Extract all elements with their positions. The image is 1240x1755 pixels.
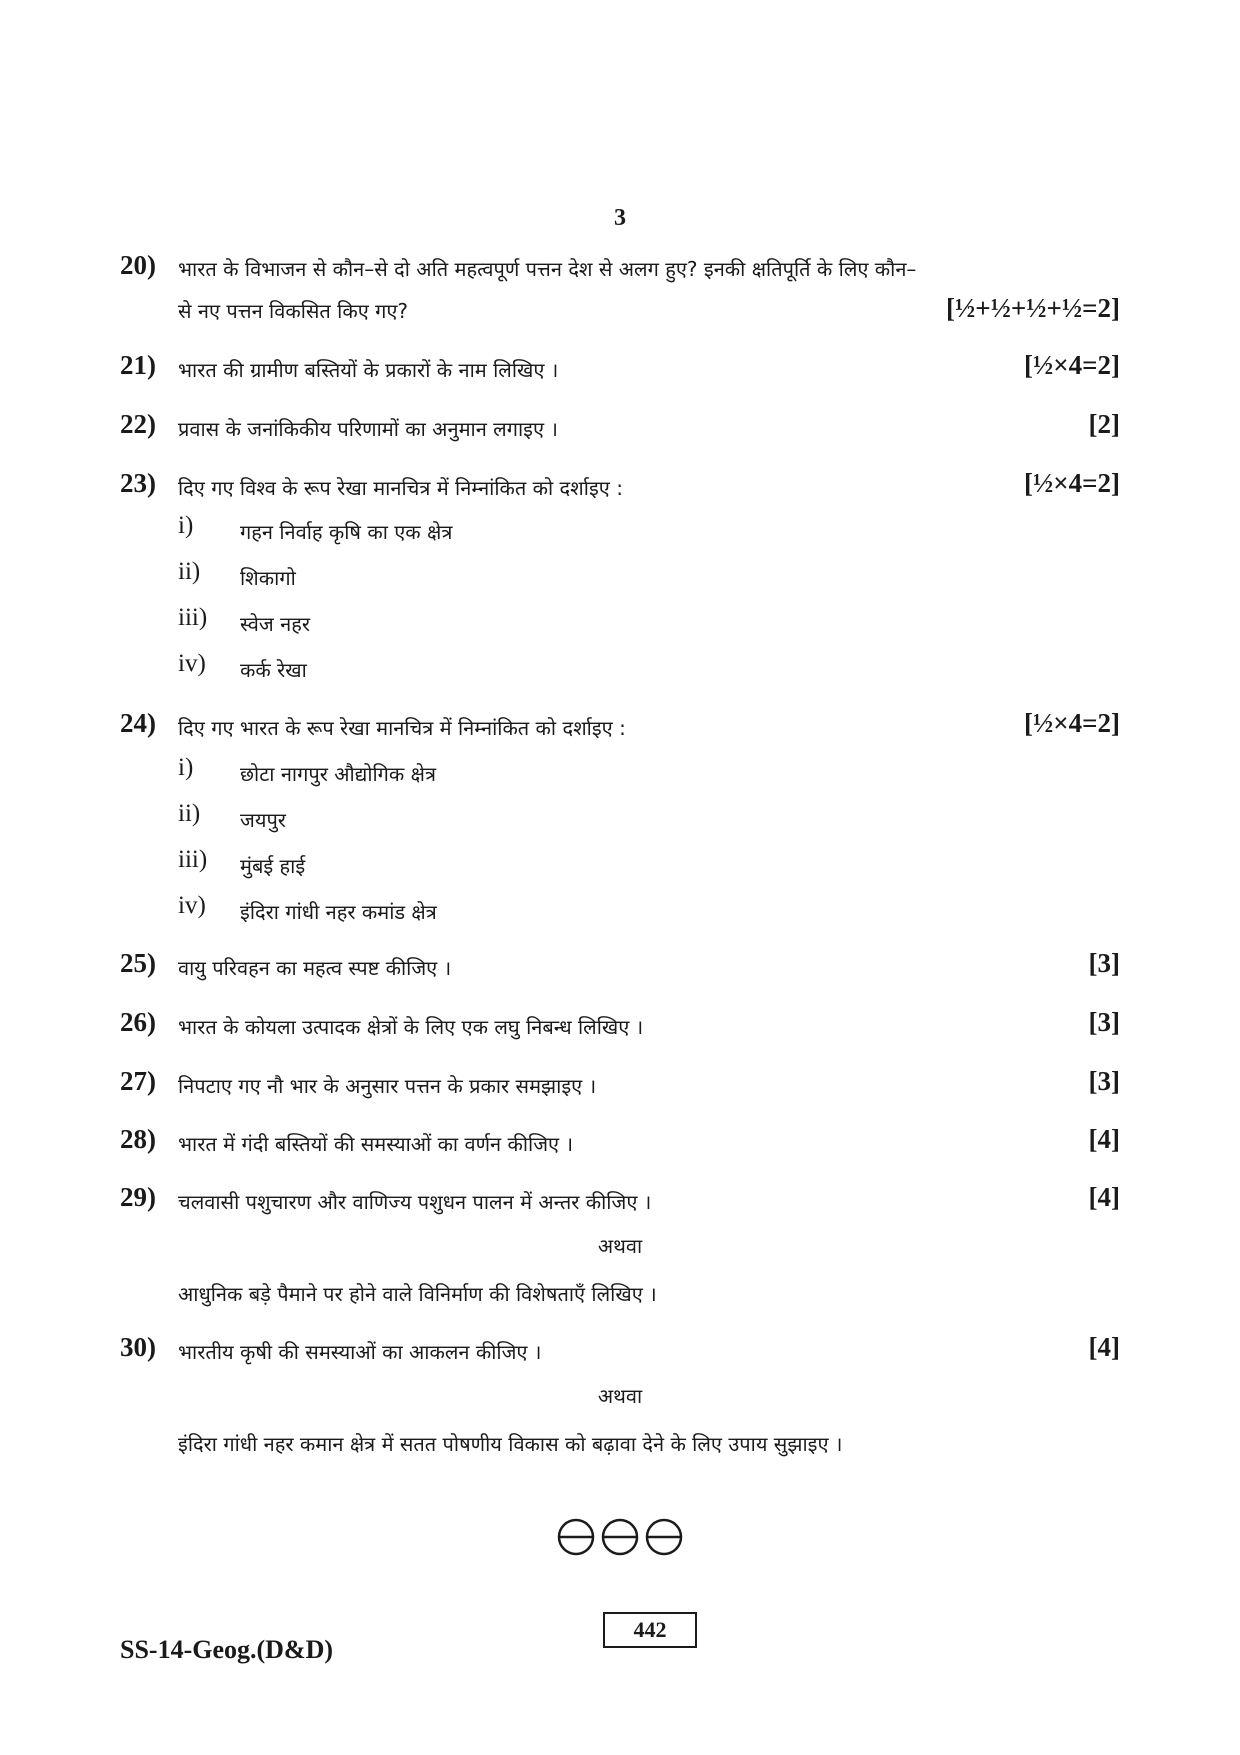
question-marks: [½×4=2] (1023, 708, 1120, 738)
question-number: 20) (120, 250, 156, 280)
question-text: निपटाए गए नौ भार के अनुसार पत्तन के प्रकार समझाइए । (178, 1074, 597, 1098)
sub-item-number: iv) (178, 650, 206, 677)
sub-item-number: i) (178, 754, 194, 781)
question-number: 27) (120, 1066, 156, 1096)
question-number: 26) (120, 1007, 156, 1037)
sub-item-text: छोटा नागपुर औद्योगिक क्षेत्र (240, 762, 437, 786)
alternative-question-text: इंदिरा गांधी नहर कमान क्षेत्र में सतत पोषणीय विकास को बढ़ावा देने के लिए उपाय सुझाइए । (178, 1432, 843, 1456)
question-text: प्रवास के जनांकिकीय परिणामों का अनुमान लगाइए । (178, 417, 558, 441)
question-number: 23) (120, 468, 156, 498)
question-marks: [4] (1088, 1124, 1120, 1154)
sub-item-number: iii) (178, 604, 208, 631)
question-marks: [3] (1088, 948, 1120, 978)
sub-item-text: इंदिरा गांधी नहर कमांड क्षेत्र (240, 900, 437, 924)
question-marks: [2] (1088, 409, 1120, 439)
question-marks: [½+½+½+½=2] (945, 293, 1120, 323)
question-number: 30) (120, 1332, 156, 1362)
question-marks: [3] (1088, 1007, 1120, 1037)
sub-item-number: ii) (178, 558, 201, 585)
question-text: भारत के विभाजन से कौन–से दो अति महत्वपूर्ण पत्तन देश से अलग हुए? इनकी क्षतिपूर्ति के लिए कौन– (178, 257, 917, 281)
question-text: वायु परिवहन का महत्व स्पष्ट कीजिए । (178, 956, 452, 980)
question-number: 21) (120, 350, 156, 380)
page-number: 3 (614, 205, 626, 231)
sub-item-number: iii) (178, 846, 208, 873)
sub-item-number: i) (178, 512, 194, 539)
or-label: अथवा (597, 1384, 643, 1408)
question-number: 29) (120, 1182, 156, 1212)
question-text: दिए गए विश्व के रूप रेखा मानचित्र में निम्नांकित को दर्शाइए : (178, 476, 623, 500)
question-text: भारत के कोयला उत्पादक क्षेत्रों के लिए एक लघु निबन्ध लिखिए । (178, 1015, 644, 1039)
paper-page-box: 442 (603, 1612, 697, 1648)
sub-item-text: गहन निर्वाह कृषि का एक क्षेत्र (240, 520, 453, 544)
question-number: 28) (120, 1124, 156, 1154)
sub-item-text: कर्क रेखा (240, 658, 307, 682)
question-marks: [½×4=2] (1023, 350, 1120, 380)
question-marks: [4] (1088, 1182, 1120, 1212)
question-marks: [4] (1088, 1332, 1120, 1362)
question-number: 25) (120, 948, 156, 978)
question-text: दिए गए भारत के रूप रेखा मानचित्र में निम्नांकित को दर्शाइए : (178, 716, 626, 740)
question-number: 22) (120, 409, 156, 439)
question-text: भारत में गंदी बस्तियों की समस्याओं का वर्णन कीजिए । (178, 1132, 574, 1156)
question-text: भारतीय कृषी की समस्याओं का आकलन कीजिए । (178, 1340, 542, 1364)
alternative-question-text: आधुनिक बड़े पैमाने पर होने वाले विनिर्माण की विशेषताएँ लिखिए । (178, 1282, 657, 1306)
sub-item-text: स्वेज नहर (240, 612, 310, 636)
sub-item-number: ii) (178, 800, 201, 827)
sub-item-text: जयपुर (240, 808, 286, 832)
or-label: अथवा (597, 1234, 643, 1258)
question-marks: [½×4=2] (1023, 468, 1120, 498)
sub-item-text: मुंबई हाई (240, 854, 306, 878)
paper-code: SS-14-Geog.(D&D) (120, 1635, 334, 1664)
sub-item-number: iv) (178, 892, 206, 919)
question-text: चलवासी पशुचारण और वाणिज्य पशुधन पालन में अन्तर कीजिए । (178, 1190, 652, 1214)
sub-item-text: शिकागो (240, 566, 296, 590)
question-marks: [3] (1088, 1066, 1120, 1096)
end-of-paper-icon (555, 1515, 685, 1559)
question-number: 24) (120, 708, 156, 738)
question-text-continued: से नए पत्तन विकसित किए गए? (178, 299, 409, 323)
question-text: भारत की ग्रामीण बस्तियों के प्रकारों के नाम लिखिए । (178, 358, 559, 382)
